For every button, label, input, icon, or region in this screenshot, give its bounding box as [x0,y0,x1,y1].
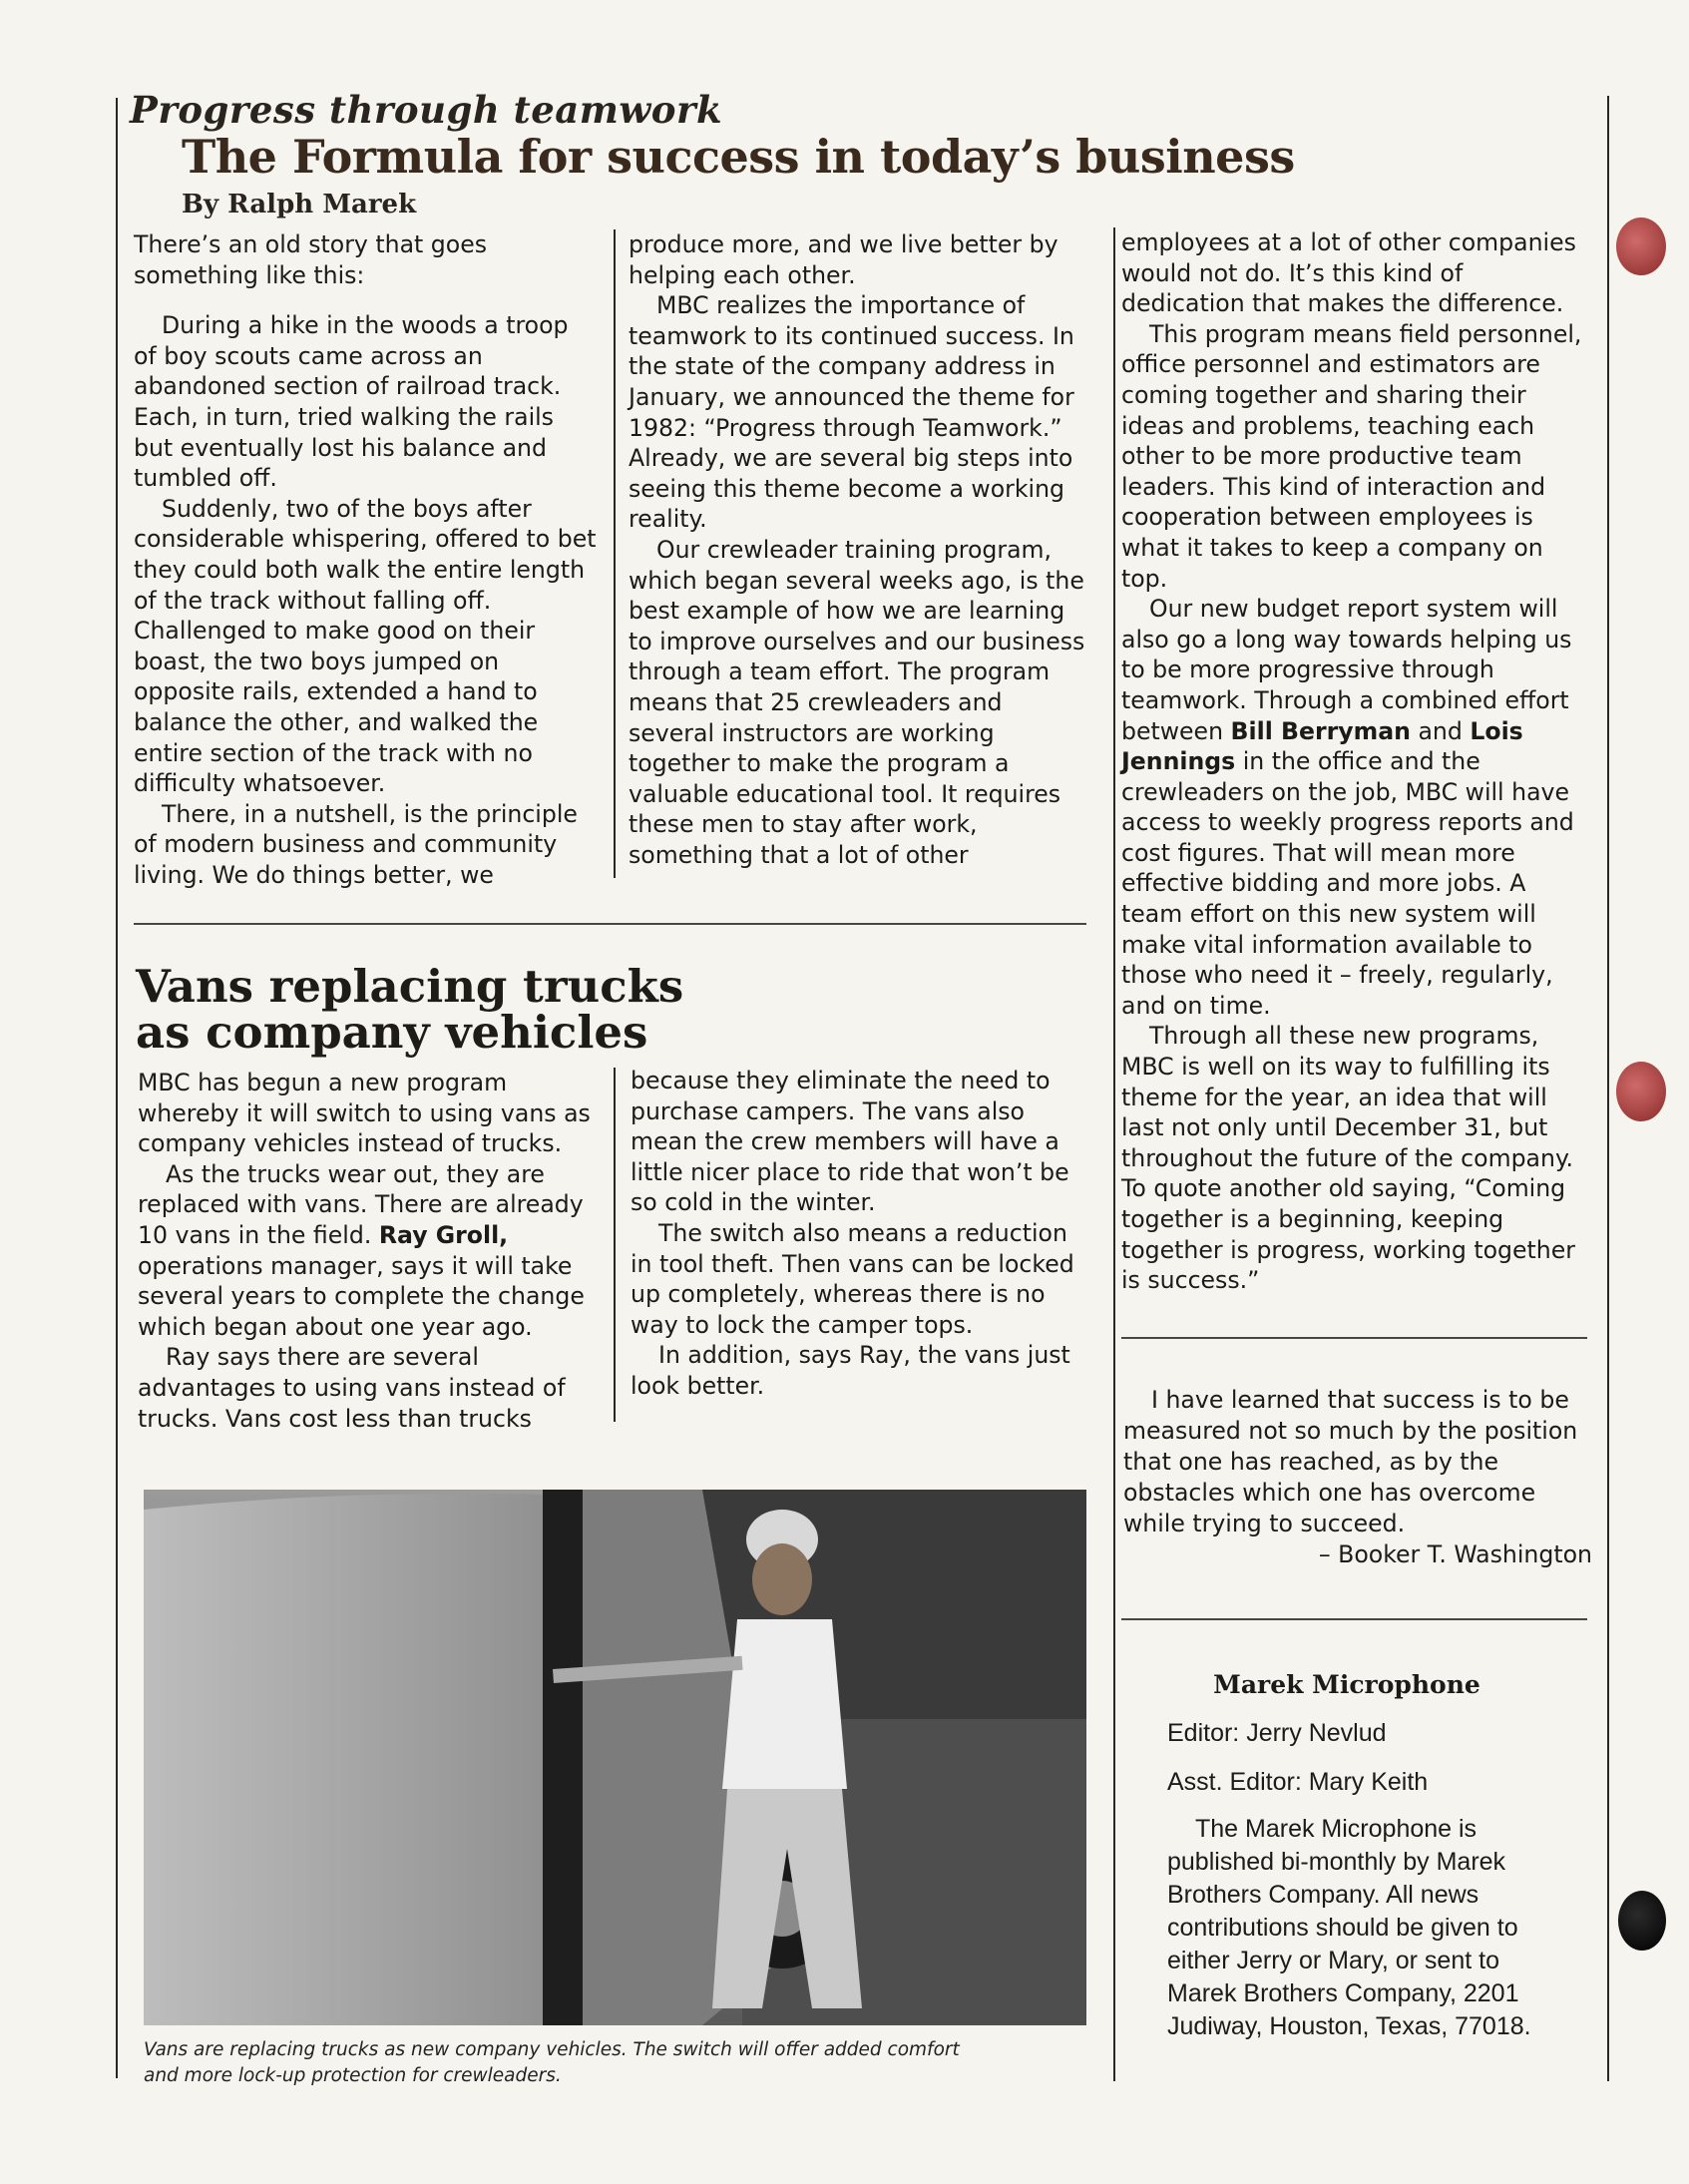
text-run: and [1418,716,1463,745]
quote-block [1123,1385,1592,1570]
article2-column-2 [631,1066,1094,1402]
column-divider-right [1113,227,1115,2081]
paragraph: MBC realizes the importance of teamwork to its continued success. In the state of the company address in January, we announced the theme for 1982: “Progress through Teamwork.” Already, we are several big steps into seeing this theme become a working reality. [629,291,1074,534]
paragraph: produce more, and we live better by helping each other. [629,230,1058,289]
van-door-opening [543,1490,583,2025]
paragraph: MBC has begun a new program whereby it will switch to using vans as company vehicles instead of trucks. [138,1069,591,1158]
article-headline: The Formula for success in today’s business [182,130,1295,184]
text-run: Our new budget report system will also go a long way towards helping us to be more progressive through teamwork. Through a combined effort between [1121,595,1572,745]
paragraph [138,1159,602,1343]
paragraph: The switch also means a reduction in tool theft. Then vans can be locked up completely, whereas there is no way to lock the camper tops. [631,1218,1074,1339]
person-name: Lois Jennings [1121,716,1523,776]
left-border-line [116,98,118,2078]
face [752,1543,812,1615]
paragraph: There’s an old story that goes something like this: [134,230,488,289]
paragraph: Our crewleader training program, which began several weeks ago, is the best example of how we are learning to improve ourselves and our business through a team effort. The program means that 25 crewleaders and several instructors are working together to make the program a valuable educational tool. It requires these men to stay after work, something that a lot of other [629,535,1085,869]
masthead-editor: Editor: Jerry Nevlud [1167,1719,1387,1747]
masthead-title: Marek Microphone [1213,1670,1480,1699]
paragraph: employees at a lot of other companies would not do. It’s this kind of dedication that makes the difference. [1121,228,1576,318]
column-divider-article2 [614,1068,616,1422]
binder-hole-top [1616,218,1666,275]
article1-column-3 [1121,227,1588,1296]
van-photo [144,1490,1086,2025]
right-border-line [1607,96,1609,2081]
masthead-blurb: The Marek Microphone is published bi-monthly by Marek Brothers Company. All news contributions should be given to either Jerry or Mary, or sent to Marek Brothers Company, 2201 Judiway, Houston, Texas, 77018. [1167,1815,1531,2040]
article-byline: By Ralph Marek [182,190,417,219]
binder-hole-middle [1616,1062,1666,1121]
person-name: Bill Berryman [1230,716,1411,745]
quote-divider-bottom [1121,1618,1587,1620]
paragraph [1121,594,1588,1021]
column-divider-article1 [614,229,616,878]
text-run: operations manager, says it will take several years to complete the change which began about one year ago. [138,1251,585,1341]
paragraph: Through all these new programs, MBC is well on its way to fulfilling its theme for the year, an idea that will last not only until December 31, but throughout the future of the company. To quote another old saying, “Coming together is a beginning, keeping together is progress, working together is success.” [1121,1022,1575,1295]
masthead [1167,1670,1566,2043]
photo-caption: Vans are replacing trucks as new company vehicles. The switch will offer added comfort and more lock-up protection for crewleaders. [144,2039,960,2086]
paragraph: Suddenly, two of the boys after considerable whispering, offered to bet they could both walk the entire length of the track without falling off. Challenged to make good on their boast, the two boys jumped on opposite rails, extended a hand to balance the other, and walked the entire section of the track with no difficulty whatsoever. [134,494,597,798]
van-photo-illustration [144,1490,1086,2025]
paragraph: In addition, says Ray, the vans just look better. [631,1341,1070,1400]
person-name: Ray Groll, [378,1220,509,1249]
paragraph: This program means field personnel, office personnel and estimators are coming together and sharing their ideas and problems, teaching each other to be more productive team leaders. This kind of interaction and cooperation between employees is what it takes to keep a company on top. [1121,319,1582,593]
shirt [722,1619,847,1789]
quote-text: I have learned that success is to be measured not so much by the position that one has reached, as by the obstacles which one has overcome while trying to succeed. [1123,1386,1578,1537]
article1-column-2 [629,229,1092,870]
binder-hole-bottom [1618,1891,1666,1951]
quote-divider-top [1121,1337,1587,1339]
article2-column-1 [138,1068,602,1434]
section-divider [134,923,1086,925]
paragraph: Ray says there are several advantages to using vans instead of trucks. Vans cost less than trucks [138,1343,566,1433]
paragraph: because they eliminate the need to purchase campers. The vans also mean the crew members will have a little nicer place to ride that won’t be so cold in the winter. [631,1067,1069,1217]
text-run: in the office and the crewleaders on the job, MBC will have access to weekly progress reports and cost figures. That will mean more effective bidding and more jobs. A team effort on this new system will make vital information available to those who need it – freely, regularly, and on time. [1121,747,1574,1020]
text-run: As the trucks wear out, they are replaced with vans. There are already 10 vans in the field. [138,1159,584,1249]
masthead-asst-editor: Asst. Editor: Mary Keith [1167,1768,1429,1796]
article-kicker: Progress through teamwork [130,88,723,132]
van-side [144,1494,573,2025]
paragraph: There, in a nutshell, is the principle of modern business and community living. We do things better, we [134,799,578,889]
vans-headline: Vans replacing trucks as company vehicles [136,960,684,1059]
quote-attribution: – Booker T. Washington [1318,1540,1592,1568]
paragraph: During a hike in the woods a troop of boy scouts came across an abandoned section of railroad track. Each, in turn, tried walking the rails but eventually lost his balance and tumbled off. [134,311,569,493]
article1-column-1 [134,229,598,890]
